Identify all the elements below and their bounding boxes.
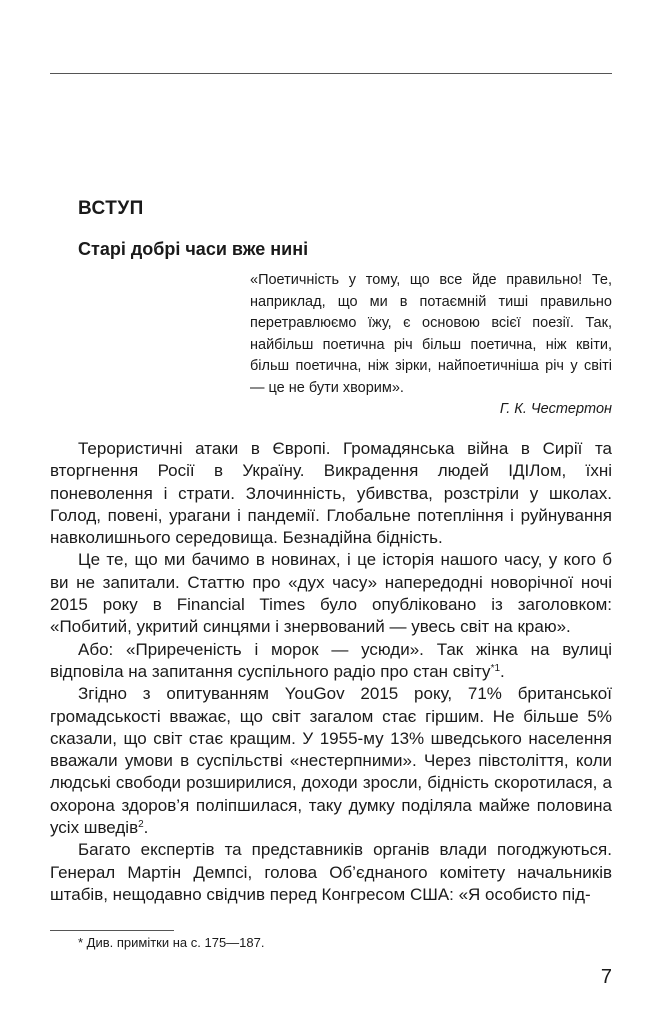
- chapter-title: ВСТУП: [78, 198, 144, 219]
- epigraph-quote: «Поетичність у тому, що все йде правильно! Те, наприклад, що ми в потаємній тиші правильно перетравлюємо їжу, є основою всієї поезії. Так, найбільш поетична річ більш поетична, ніж квіти, більш поетична, ніж зірки, найпоетичніша річ у світі — це не бути хворим».: [250, 272, 612, 396]
- paragraph-period: .: [143, 818, 149, 838]
- section-subtitle: Старі добрі часи вже нині: [78, 239, 309, 259]
- paragraph: [50, 683, 612, 839]
- footnote: * Див. примітки на с. 175—187.: [78, 935, 265, 950]
- footnote-ref: *1: [490, 662, 501, 674]
- epigraph: [250, 270, 612, 421]
- body-text: [50, 438, 612, 906]
- paragraph-text: Згідно з опитуванням YouGov 2015 року, 71% британської громадськості вважає, що світ загалом стає гіршим. Не більше 5% сказали, що світ стає кращим. У 1955-му 13% шведського населення вважали умови в суспільстві «нестерпними». Через півстоліття, коли людські свободи розширилися, доходи зросли, бідність скоротилася, а охорона здоров’я поліпшилася, таку думку поділяла майже половина усіх шведів: [50, 684, 612, 838]
- footnote-ref: 2: [138, 819, 144, 831]
- page-number: 7: [600, 966, 612, 988]
- epigraph-author: Г. К. Честертон: [499, 401, 612, 417]
- paragraph: Терористичні атаки в Європі. Громадянська війна в Сирії та вторгнення Росії в Україну. Викрадення людей ІДІЛом, їхні поневолення і страти. Злочинність, убивства, розстріли у школах. Голод, повені, урагани і пандемії. Глобальне потепління і руйнування навколишнього середовища. Безнадійна бідність.: [50, 439, 612, 548]
- paragraph: Це те, що ми бачимо в новинах, і це історія нашого часу, у кого б ви не запитали. Статтю про «дух часу» напередодні новорічної ночі 2015 року в Financial Times було опубліковано із заголовком: «Побитий, укритий синцями і знервований — увесь світ на краю».: [50, 550, 612, 637]
- paragraph-period: .: [500, 661, 505, 681]
- footnote-rule: [50, 930, 174, 931]
- paragraph: [50, 639, 612, 684]
- paragraph-text: Або: «Приреченість і морок — усюди». Так жінка на вулиці відповіла на запитання суспільного радіо про стан світу: [50, 639, 612, 681]
- paragraph: Багато експертів та представників органів влади погоджуються. Генерал Мартін Демпсі, голова Об’єднаного комітету начальників штабів, нещодавно свідчив перед Конгресом США: «Я особисто під-: [50, 840, 612, 904]
- header-rule: [50, 73, 612, 74]
